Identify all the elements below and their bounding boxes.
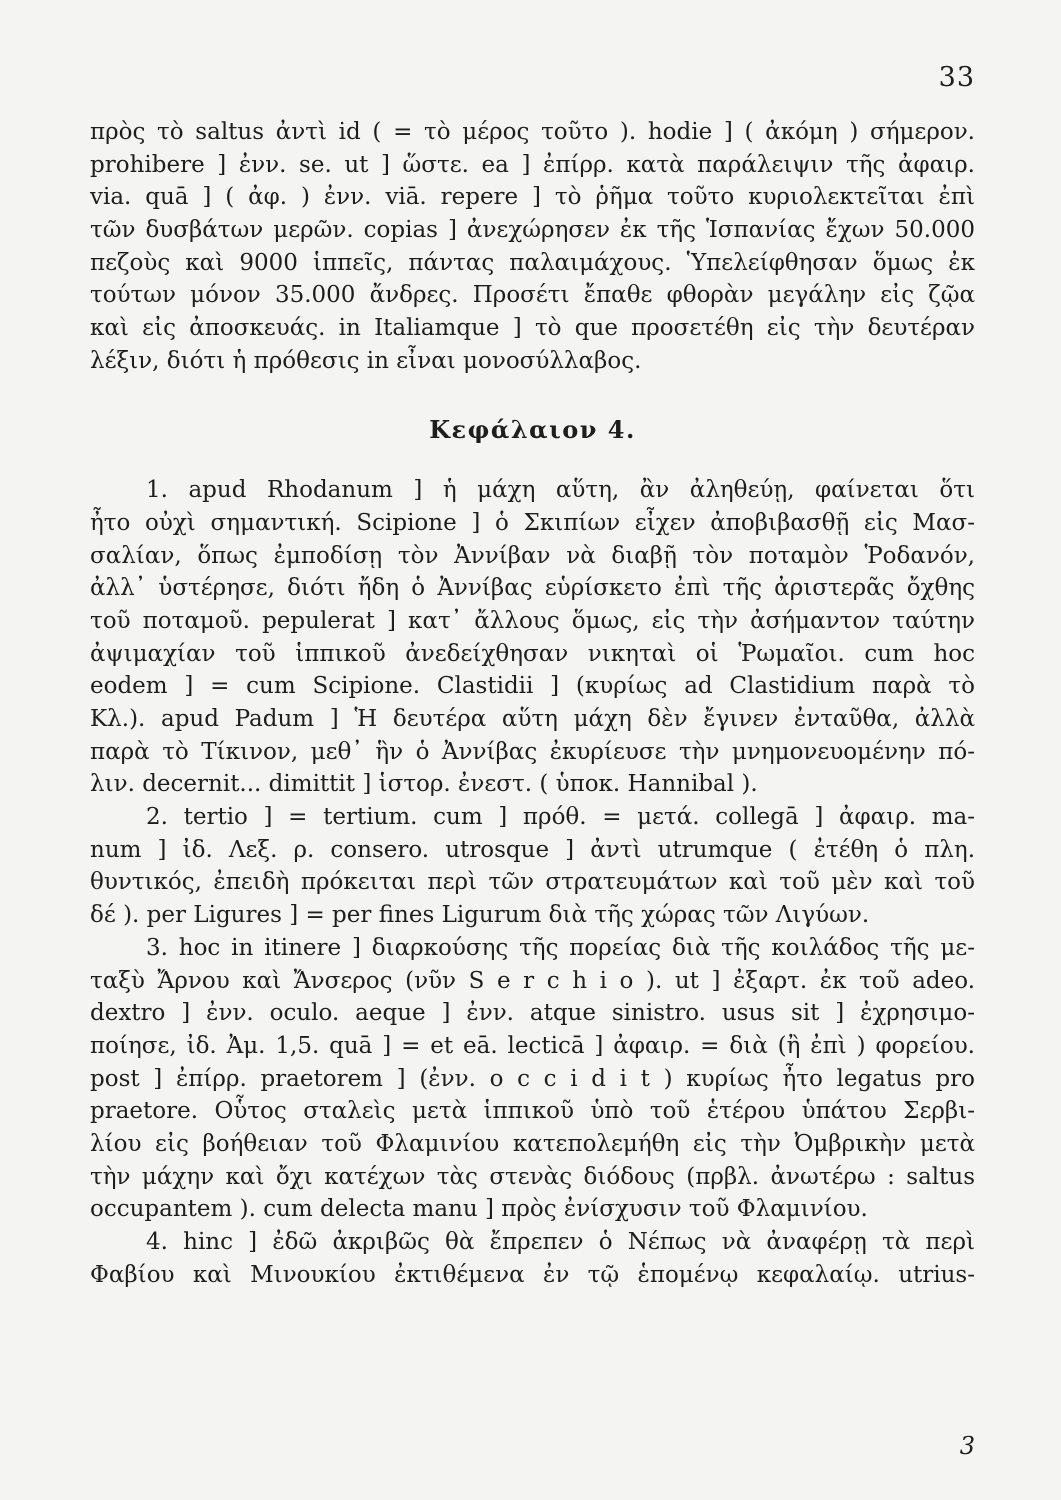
text-line: λίου εἰς βοήθειαν τοῦ Φλαμινίου κατεπολεμήθη εἰς τὴν Ὀμβρικὴν μετὰ [90, 1130, 975, 1157]
text-line: prohibere ] ἐνν. se. ut ] ὥστε. ea ] ἐπίρρ. κατὰ παράλειψιν τῆς ἀφαιρ. [90, 151, 975, 178]
text-line: ἀλλ᾽ ὑστέρησε, διότι ἤδη ὁ Ἀννίβας εὑρίσκετο ἐπὶ τῆς ἀριστερᾶς ὄχθης [90, 575, 975, 602]
text-line: τούτων μόνον 35.000 ἄνδρες. Προσέτι ἔπαθε φθορὰν μεγάλην εἰς ζῷα [90, 282, 975, 309]
text-line: ποίησε, ἰδ. Ἀμ. 1,5. quā ] = et eā. lecticā ] ἀφαιρ. = διὰ (ἢ ἐπὶ ) φορείου. [90, 1032, 975, 1059]
paragraph-2 [90, 474, 975, 801]
text-line: Φαβίου καὶ Μινουκίου ἐκτιθέμενα ἐν τῷ ἑπομένῳ κεφαλαίῳ. utrius- [90, 1261, 975, 1288]
signature-mark: 3 [959, 1432, 975, 1460]
text-line: τοῦ ποταμοῦ. pepulerat ] κατ᾽ ἄλλους ὅμως, εἰς τὴν ἀσήμαντον ταύτην [90, 607, 975, 634]
text-line: λιν. decernit... dimittit ] ἱστορ. ἐνεστ. ( ὑποκ. Hannibal ). [90, 771, 758, 798]
text-line: 2. tertio ] = tertium. cum ] πρόθ. = μετά. collegā ] ἀφαιρ. ma- [146, 804, 975, 831]
paragraph-4 [90, 932, 975, 1226]
text-line: δέ ). per Ligures ] = per fines Ligurum διὰ τῆς χώρας τῶν Λιγύων. [90, 902, 870, 929]
text-line: ἀψιμαχίαν τοῦ ἱππικοῦ ἀνεδείχθησαν νικηταὶ οἱ Ῥωμαῖοι. cum hoc [90, 640, 975, 667]
text-line: τῶν δυσβάτων μερῶν. copias ] ἀνεχώρησεν ἐκ τῆς Ἱσπανίας ἔχων 50.000 [90, 217, 975, 244]
text-line: ταξὺ Ἄρνου καὶ Ἄνσερος (νῦν S e r c h i o ). ut ] ἐξαρτ. ἐκ τοῦ adeo. [90, 967, 975, 994]
text-line: παρὰ τὸ Τίκινον, μεθ᾽ ἣν ὁ Ἀννίβας ἐκυρίευσε τὴν μνημονευομένην πό- [90, 738, 975, 765]
text-line: καὶ εἰς ἀποσκευάς. in Italiamque ] τὸ que προσετέθη εἰς τὴν δευτέραν [90, 315, 975, 342]
text-line: dextro ] ἐνν. oculo. aeque ] ἐνν. atque sinistro. usus sit ] ἐχρησιμο- [90, 1000, 975, 1027]
paragraph-1 [90, 116, 975, 378]
text-line: praetore. Οὗτος σταλεὶς μετὰ ἱππικοῦ ὑπὸ τοῦ ἑτέρου ὑπάτου Σερβι- [90, 1098, 975, 1125]
text-line: via. quā ] ( ἀφ. ) ἐνν. viā. repere ] τὸ ῥῆμα τοῦτο κυριολεκτεῖται ἐπὶ [90, 184, 975, 211]
text-line: τὴν μάχην καὶ ὄχι κατέχων τὰς στενὰς διόδους (πρβλ. ἀνωτέρω : saltus [90, 1163, 975, 1190]
text-line: 3. hoc in itinere ] διαρκούσης τῆς πορείας διὰ τῆς κοιλάδος τῆς με- [146, 934, 975, 961]
chapter-heading: Κεφάλαιον 4. [429, 414, 636, 444]
text-line: num ] ἰδ. Λεξ. ρ. consero. utrosque ] ἀντὶ utrumque ( ἐτέθη ὁ πλη. [90, 836, 975, 863]
text-line: ἦτο οὐχὶ σημαντική. Scipione ] ὁ Σκιπίων εἶχεν ἀποβιβασθῇ εἰς Μασ- [90, 509, 975, 536]
text-line: eodem ] = cum Scipione. Clastidii ] (κυρίως ad Clastidium παρὰ τὸ [90, 673, 975, 700]
text-line: post ] ἐπίρρ. praetorem ] (ἐνν. o c c i d i t ) κυρίως ἦτο legatus pro [90, 1065, 975, 1092]
text-line: πρὸς τὸ saltus ἀντὶ id ( = τὸ μέρος τοῦτο ). hodie ] ( ἀκόμη ) σήμερον. [90, 119, 975, 145]
text-line: 4. hinc ] ἐδῶ ἀκριβῶς θὰ ἔπρεπεν ὁ Νέπως νὰ ἀναφέρῃ τὰ περὶ [146, 1229, 975, 1255]
text-line: 1. apud Rhodanum ] ἡ μάχη αὕτη, ἂν ἀληθεύῃ, φαίνεται ὅτι [146, 477, 975, 504]
text-line: σαλίαν, ὅπως ἐμποδίσῃ τὸν Ἀννίβαν νὰ διαβῇ τὸν ποταμὸν Ῥοδανόν, [90, 542, 975, 569]
paragraph-3 [90, 801, 975, 932]
page-number: 33 [938, 62, 975, 93]
text-line: Κλ.). apud Padum ] Ἡ δευτέρα αὕτη μάχη δὲν ἔγινεν ἐνταῦθα, ἀλλὰ [90, 706, 975, 732]
text-line: πεζοὺς καὶ 9000 ἱππεῖς, πάντας παλαιμάχους. Ὑπελείφθησαν ὅμως ἐκ [90, 249, 975, 276]
text-line: occupantem ). cum delecta manu ] πρὸς ἐνίσχυσιν τοῦ Φλαμινίου. [90, 1196, 868, 1223]
text-line: θυντικός, ἐπειδὴ πρόκειται περὶ τῶν στρατευμάτων καὶ τοῦ μὲν καὶ τοῦ [90, 869, 975, 896]
text-line: λέξιν, διότι ἡ πρόθεσις in εἶναι μονοσύλλαβος. [90, 347, 642, 374]
body-text [90, 116, 975, 1291]
paragraph-5 [90, 1226, 975, 1291]
